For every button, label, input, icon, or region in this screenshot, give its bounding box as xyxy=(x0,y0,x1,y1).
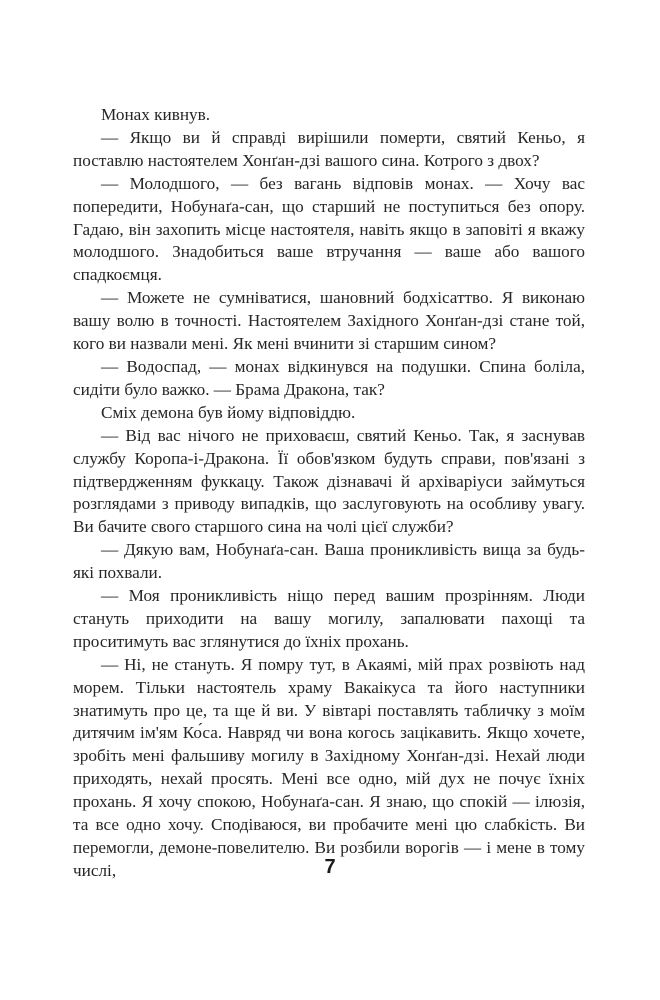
page-number: 7 xyxy=(324,856,336,878)
paragraph: — Якщо ви й справді вирішили померти, святий Кеньо, я поставлю настоятелем Хонґан-дзі вашого сина. Котрого з двох? xyxy=(73,127,585,170)
paragraph: — Молодшого, — без вагань відповів монах. — Хочу вас попередити, Нобунаґа-сан, що старший не поступиться без опору. Гадаю, він захопить місце настоятеля, навіть якщо в заповіті я вкажу молодшого. Знадобиться ваше втручання — ваше або вашого спадкоємця. xyxy=(73,173,585,285)
paragraph: Сміх демона був йому відповіддю. xyxy=(101,402,356,422)
paragraph: — Дякую вам, Нобунаґа-сан. Ваша проникливість вища за будь-які похвали. xyxy=(73,540,585,583)
paragraph: — Можете не сумніватися, шановний бодхісаттво. Я виконаю вашу волю в точності. Настоятелем Західного Хонґан-дзі стане той, кого ви назвали мені. Як мені вчинити зі старшим сином? xyxy=(73,288,585,354)
body-text xyxy=(73,104,585,883)
paragraph: — Від вас нічого не приховаєш, святий Кеньо. Так, я заснував службу Коропа-і-Дракона. Її обов'язком будуть справи, пов'язані з підтвердженням фуккацу. Також дізнавачі й архіваріуси займуться розглядами з приводу випадків, що заслуговують на особливу увагу. Ви бачите свого старшого сина на чолі цієї служби? xyxy=(73,425,585,537)
paragraph: — Моя проникливість ніщо перед вашим прозрінням. Люди стануть приходити на вашу могилу, запалювати пахощі та проситимуть вас зглянутися до їхніх прохань. xyxy=(73,586,585,651)
paragraph: — Ні, не стануть. Я помру тут, в Акаямі, мій прах розвіють над морем. Тільки настоятель храму Вакаікуса та його наступники знатимуть про це, та ще й ви. У вівтарі поставлять табличку з моїм дитячим ім'ям Ко́са. Навряд чи вона когось зацікавить. Якщо хочете, зробіть мені фальшиву могилу в Західному Хонґан-дзі. Нехай люди приходять, нехай просять. Мені все одно, мій дух не почує їхніх прохань. Я хочу спокою, Нобунаґа-сан. Я знаю, що спокій — ілюзія, та все одно хочу. Сподіваюся, ви пробачите мені цю слабкість. Ви перемогли, демоне-повелителю. Ви розбили ворогів — і мене в тому числі, xyxy=(73,654,585,880)
paragraph: Монах кивнув. xyxy=(101,105,211,124)
paragraph: — Водоспад, — монах відкинувся на подушки. Спина боліла, сидіти було важко. — Брама Дракона, так? xyxy=(73,356,585,399)
